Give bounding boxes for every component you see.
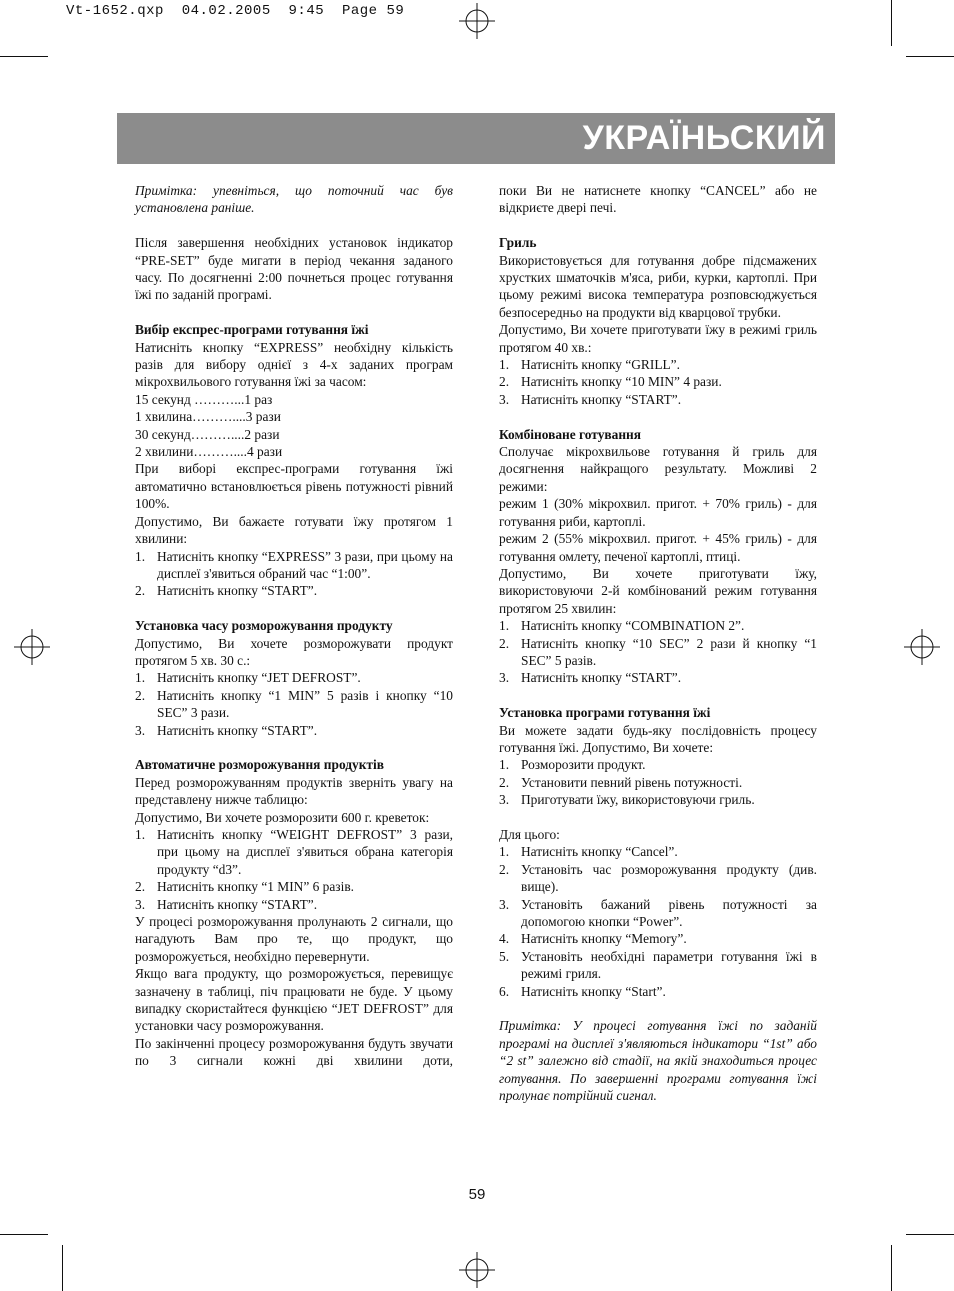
list-item: 1. Натисніть кнопку “WEIGHT DEFROST” 3 рази, при цьому на дисплеї з'явиться обрана категорія продукту “d3”. [135,826,453,877]
crop-mark [891,0,892,46]
note-paragraph: Примітка: У процесі готування їжі по заданій програмі на дисплеї з'являються індикатори “1st” або “2 st” залежно від стадії, на якій знаходиться процес готування. По завершенні програми готування їжі пролунає потрійний сигнал. [499,1018,817,1104]
note-paragraph: Примітка: упевніться, що поточний час був установлена раніше. [135,183,453,216]
list-item: 30 секунд………....2 рази [135,426,280,442]
paragraph: Допустимо, Ви хочете приготувати їжу в режимі гриль протягом 40 хв.: [499,322,817,355]
paragraph: По закінченні процесу розморожування будуть звучати по 3 сигнали кожні дві хвилини доти, [135,1035,453,1069]
crop-mark [906,1234,954,1235]
paragraph: У процесі розморожування пролунають 2 сигнали, що нагадують Вам про те, що продукт, що розморожується, необхідно перевернути. [135,914,453,964]
express-options-list [135,391,453,461]
paragraph: поки Ви не натиснете кнопку “CANCEL” або не відкриєте двері печі. [499,183,817,216]
list-item: 1. Натисніть кнопку “Cancel”. [499,844,678,860]
list-item: 3. Натисніть кнопку “START”. [499,391,682,407]
paragraph: режим 2 (55% мікрохвил. пригот. + 45% гриль) - для готування омлету, печеної картоплі, птиці. [499,531,817,564]
list-item: 1. Розморозити продукт. [499,757,646,773]
list-item: 2. Натисніть кнопку “1 MIN” 6 разів. [135,879,354,895]
list-item: 2. Натисніть кнопку “10 SEC” 2 рази й кнопку “1 SEC” 5 разів. [499,635,817,668]
list-item: 3. Натисніть кнопку “START”. [135,722,318,738]
list-item: 2. Установіть час розморожування продукту (див. вище). [499,861,817,895]
section-heading-defrost: Установка часу розморожування продукту [135,618,393,634]
section-heading-program: Установка програми готування їжі [499,705,711,721]
list-item: 2. Натисніть кнопку “10 MIN” 4 рази. [499,374,722,390]
paragraph: Для цього: [499,826,560,842]
paragraph: Перед розморожуванням продуктів зверніть увагу на представлену нижче таблицю: [135,774,453,808]
paragraph: Допустимо, Ви бажаєте готувати їжу протягом 1 хвилини: [135,513,453,547]
paragraph: Натисніть кнопку “EXPRESS” необхідну кількість разів для вибору однієї з 4-х заданих програм мікрохвильового готування їжі за часом: [135,339,453,390]
registration-mark-icon [459,1252,495,1288]
registration-mark-icon [14,629,50,665]
section-heading-express: Вибір експрес-програми готування їжі [135,322,369,338]
list-item: 1 хвилина………....3 рази [135,409,281,425]
list-item: 6. Натисніть кнопку “Start”. [499,983,666,999]
list-item: 3. Натисніть кнопку “START”. [135,896,318,912]
paragraph: Використовується для готування добре підсмажених хрустких шматочків м'яса, риби, курки, картоплі. При цьому режимі висока температура розповсюджується безпосередньо на продукти від кварцової трубки. [499,252,817,320]
paragraph: Допустимо, Ви хочете приготувати їжу, використовуючи 2-й комбінований режим готування протягом 25 хвилин: [499,565,817,616]
list-item: 3. Установіть бажаний рівень потужності за допомогою кнопки “Power”. [499,896,817,929]
crop-mark [906,56,954,57]
section-heading-combo: Комбіноване готування [499,426,641,442]
list-item: 5. Установіть необхідні параметри готування їжі в режимі гриля. [499,948,817,982]
crop-mark [0,1234,48,1235]
list-item: 1. Натисніть кнопку “COMBINATION 2”. [499,618,745,634]
paragraph: Ви можете задати будь-яку послідовність процесу готування їжі. Допустимо, Ви хочете: [499,722,817,755]
list-item: 1. Натисніть кнопку “GRILL”. [499,357,680,373]
print-slug: Vt-1652.qxp 04.02.2005 9:45 Page 59 [66,3,405,19]
section-heading-auto-defrost: Автоматичне розморожування продуктів [135,757,384,773]
page-number: 59 [468,1186,486,1203]
registration-mark-icon [904,629,940,665]
list-item: 3. Приготувати їжу, використовуючи гриль. [499,792,755,808]
list-item: 2. Установити певний рівень потужності. [499,774,743,790]
crop-mark [891,1245,892,1291]
list-item: 2. Натисніть кнопку “1 MIN” 5 разів і кнопку “10 SEC” 3 рази. [135,687,453,721]
paragraph: Допустимо, Ви хочете розморозити 600 г. креветок: [135,809,430,825]
page-title: УКРАЇНЬСКИЙ [582,119,826,157]
language-banner [117,113,835,164]
left-column [135,182,453,1070]
crop-mark [0,56,48,57]
registration-mark-icon [459,3,495,39]
list-item: 2 хвилини………....4 рази [135,444,283,460]
paragraph: Після завершення необхідних установок індикатор “PRE-SET” буде мигати в період чекання заданого часу. По досягненні 2:00 почнеться процес готування їжі по заданій програмі. [135,235,453,303]
list-item: 15 секунд ………...1 раз [135,391,273,407]
list-item: 1. Натисніть кнопку “EXPRESS” 3 рази, при цьому на дисплеї з'явиться обраний час “1:00”. [135,548,453,581]
paragraph: Якщо вага продукту, що розморожується, перевищує зазначену в таблиці, піч працювати не буде. У цьому випадку скористайтеся функцією “JET DEFROST” для установки часу розморожування. [135,966,453,1034]
list-item: 3. Натисніть кнопку “START”. [499,670,682,686]
paragraph: режим 1 (30% мікрохвил. пригот. + 70% гриль) - для готування риби, картоплі. [499,496,817,529]
right-column [499,182,817,1104]
paragraph: При виборі експрес-програми готування їжі автоматично встановлюється рівень потужності рівний 100%. [135,461,453,512]
section-heading-grill: Гриль [499,235,537,251]
paragraph: Допустимо, Ви хочете розморожувати продукт протягом 5 хв. 30 с.: [135,635,453,668]
crop-mark [62,1245,63,1291]
list-item: 4. Натисніть кнопку “Memory”. [499,931,687,947]
list-item: 2. Натисніть кнопку “START”. [135,583,318,599]
list-item: 1. Натисніть кнопку “JET DEFROST”. [135,670,361,686]
paragraph: Сполучає мікрохвильове готування й гриль для досягнення найкращого результату. Можливі 2 режими: [499,444,817,494]
